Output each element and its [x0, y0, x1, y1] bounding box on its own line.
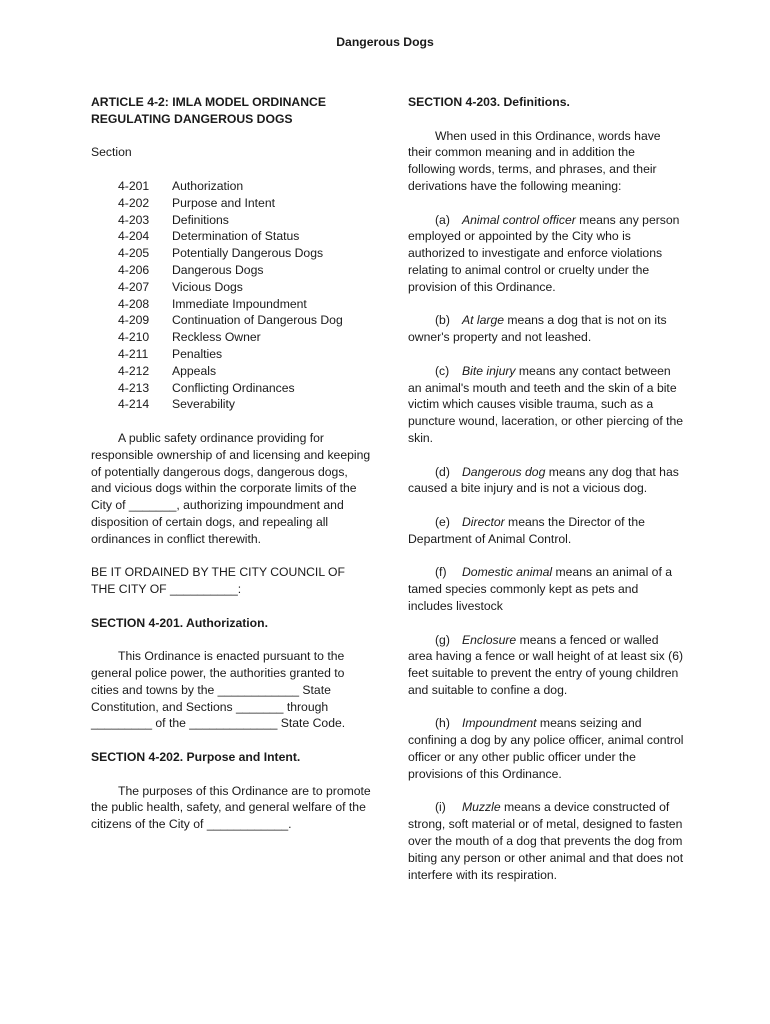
toc-number: 4-204: [118, 229, 150, 244]
definition-item: [408, 715, 684, 782]
definition-term: Director: [462, 514, 505, 529]
toc-row: [91, 212, 371, 229]
toc-number: 4-208: [118, 296, 150, 311]
toc-label: Reckless Owner: [172, 330, 261, 345]
section-203-heading: SECTION 4-203. Definitions.: [408, 95, 570, 109]
section-202-text: The purposes of this Ordinance are to promote the public health, safety, and general welfare of the citizens of the City of ____________.: [91, 783, 371, 832]
definition-letter: (d): [435, 464, 450, 479]
definitions-intro: When used in this Ordinance, words have their common meaning and in addition the following words, terms, and phrases, and their derivations have the following meaning:: [408, 128, 661, 193]
toc-number: 4-211: [118, 346, 149, 361]
toc-number: 4-206: [118, 262, 150, 277]
right-column: [408, 94, 684, 883]
toc-row: [91, 178, 371, 195]
definition-term: Bite injury: [462, 363, 516, 378]
definition-term: Muzzle: [462, 800, 501, 815]
definition-term: Dangerous dog: [462, 464, 546, 479]
section-201-text: This Ordinance is enacted pursuant to the general police power, the authorities granted to cities and towns by the ____________ State Constitution, and Sections _______ through _________ of the _____________ State Code.: [91, 649, 346, 731]
toc-label: Immediate Impoundment: [172, 296, 307, 311]
toc-row: [91, 296, 371, 313]
toc-label: Potentially Dangerous Dogs: [172, 246, 324, 261]
definition-item: [408, 464, 684, 498]
toc-row: [91, 262, 371, 279]
definition-letter: (a): [435, 212, 450, 227]
definition-item: [408, 564, 684, 614]
toc-number: 4-212: [118, 363, 150, 378]
toc-label: Vicious Dogs: [172, 279, 243, 294]
definition-item: [408, 632, 684, 699]
toc-row: [91, 380, 371, 397]
definition-text: means a device constructed of strong, soft material or of metal, designed to fasten over the mouth of a dog that prevents the dog from biting any person or other animal and that does not interfere with its respiration.: [408, 800, 684, 882]
toc-label: Definitions: [172, 212, 229, 227]
article-title: ARTICLE 4-2: IMLA MODEL ORDINANCE REGULATING DANGEROUS DOGS: [91, 95, 326, 126]
preamble-paragraph: A public safety ordinance providing for responsible ownership of and licensing and keeping of potentially dangerous dogs, dangerous dogs, and vicious dogs within the corporate limits of the City of _______, authorizing impoundment and disposition of certain dogs, and repealing all ordinances in conflict therewith.: [91, 430, 371, 546]
definition-item: [408, 514, 684, 548]
toc-label: Continuation of Dangerous Dog: [172, 313, 343, 328]
definition-text: means any contact between an animal's mouth and teeth and the skin of a bite victim which causes visible trauma, such as a puncture wound, laceration, or other piercing of the skin.: [408, 363, 684, 445]
toc-label: Appeals: [172, 363, 217, 378]
definition-letter: (f): [435, 565, 447, 580]
definition-text: means an animal of a tamed species commonly kept as pets and includes livestock: [408, 565, 673, 613]
toc-label: Dangerous Dogs: [172, 262, 264, 277]
toc-row: [91, 346, 371, 363]
definition-text: means any dog that has caused a bite injury and is not a vicious dog.: [408, 464, 679, 496]
toc-number: 4-202: [118, 195, 150, 210]
definition-letter: (e): [435, 514, 450, 529]
definition-term: Domestic animal: [462, 565, 553, 580]
definition-text: means a fenced or walled area having a fence or wall height of at least six (6) feet suitable to prevent the entry of young children and suitable to confine a dog.: [408, 632, 684, 697]
definition-letter: (c): [435, 363, 450, 378]
definition-item: [408, 363, 684, 447]
toc-number: 4-203: [118, 212, 150, 227]
definition-letter: (h): [435, 716, 450, 731]
toc-row: [91, 363, 371, 380]
toc-label: Authorization: [172, 178, 244, 193]
toc-label: Severability: [172, 397, 235, 412]
ordained-clause: BE IT ORDAINED BY THE CITY COUNCIL OF THE CITY OF __________:: [91, 565, 345, 597]
section-202-heading: SECTION 4-202. Purpose and Intent.: [91, 750, 301, 765]
toc-row: [91, 195, 371, 212]
definition-term: At large: [462, 313, 505, 328]
toc-number: 4-205: [118, 246, 150, 261]
table-of-contents: [91, 178, 371, 413]
toc-number: 4-209: [118, 313, 150, 328]
toc-row: [91, 396, 371, 413]
definition-letter: (g): [435, 632, 450, 647]
definition-text: means the Director of the Department of Animal Control.: [408, 514, 645, 546]
definition-item: [408, 312, 684, 346]
toc-label: Penalties: [172, 346, 223, 361]
section-label: Section: [91, 145, 132, 160]
toc-number: 4-207: [118, 279, 150, 294]
definition-letter: (b): [435, 313, 450, 328]
toc-number: 4-210: [118, 330, 150, 345]
toc-row: [91, 279, 371, 296]
toc-label: Purpose and Intent: [172, 195, 275, 210]
definition-text: means a dog that is not on its owner's property and not leashed.: [408, 313, 667, 345]
toc-row: [91, 245, 371, 262]
definition-term: Enclosure: [462, 632, 517, 647]
toc-row: [91, 312, 371, 329]
definition-term: Animal control officer: [462, 212, 576, 227]
definition-term: Impoundment: [462, 716, 537, 731]
left-column: [91, 94, 371, 833]
toc-label: Determination of Status: [172, 229, 300, 244]
page-header-title: Dangerous Dogs: [336, 35, 434, 49]
toc-label: Conflicting Ordinances: [172, 380, 295, 395]
toc-row: [91, 228, 371, 245]
definition-letter: (i): [435, 800, 446, 815]
toc-number: 4-214: [118, 397, 150, 412]
definition-text: means any person employed or appointed by the City who is authorized to investigate and enforce violations relating to animal control or cruelty under the provision of this Ordinance.: [408, 212, 680, 294]
toc-number: 4-213: [118, 380, 150, 395]
definition-item: [408, 212, 684, 296]
definition-item: [408, 799, 684, 883]
section-201-heading: SECTION 4-201. Authorization.: [91, 615, 268, 630]
toc-number: 4-201: [118, 178, 150, 193]
definition-text: means seizing and confining a dog by any police officer, animal control officer or any other public officer under the provisions of this Ordinance.: [408, 716, 684, 781]
toc-row: [91, 329, 371, 346]
